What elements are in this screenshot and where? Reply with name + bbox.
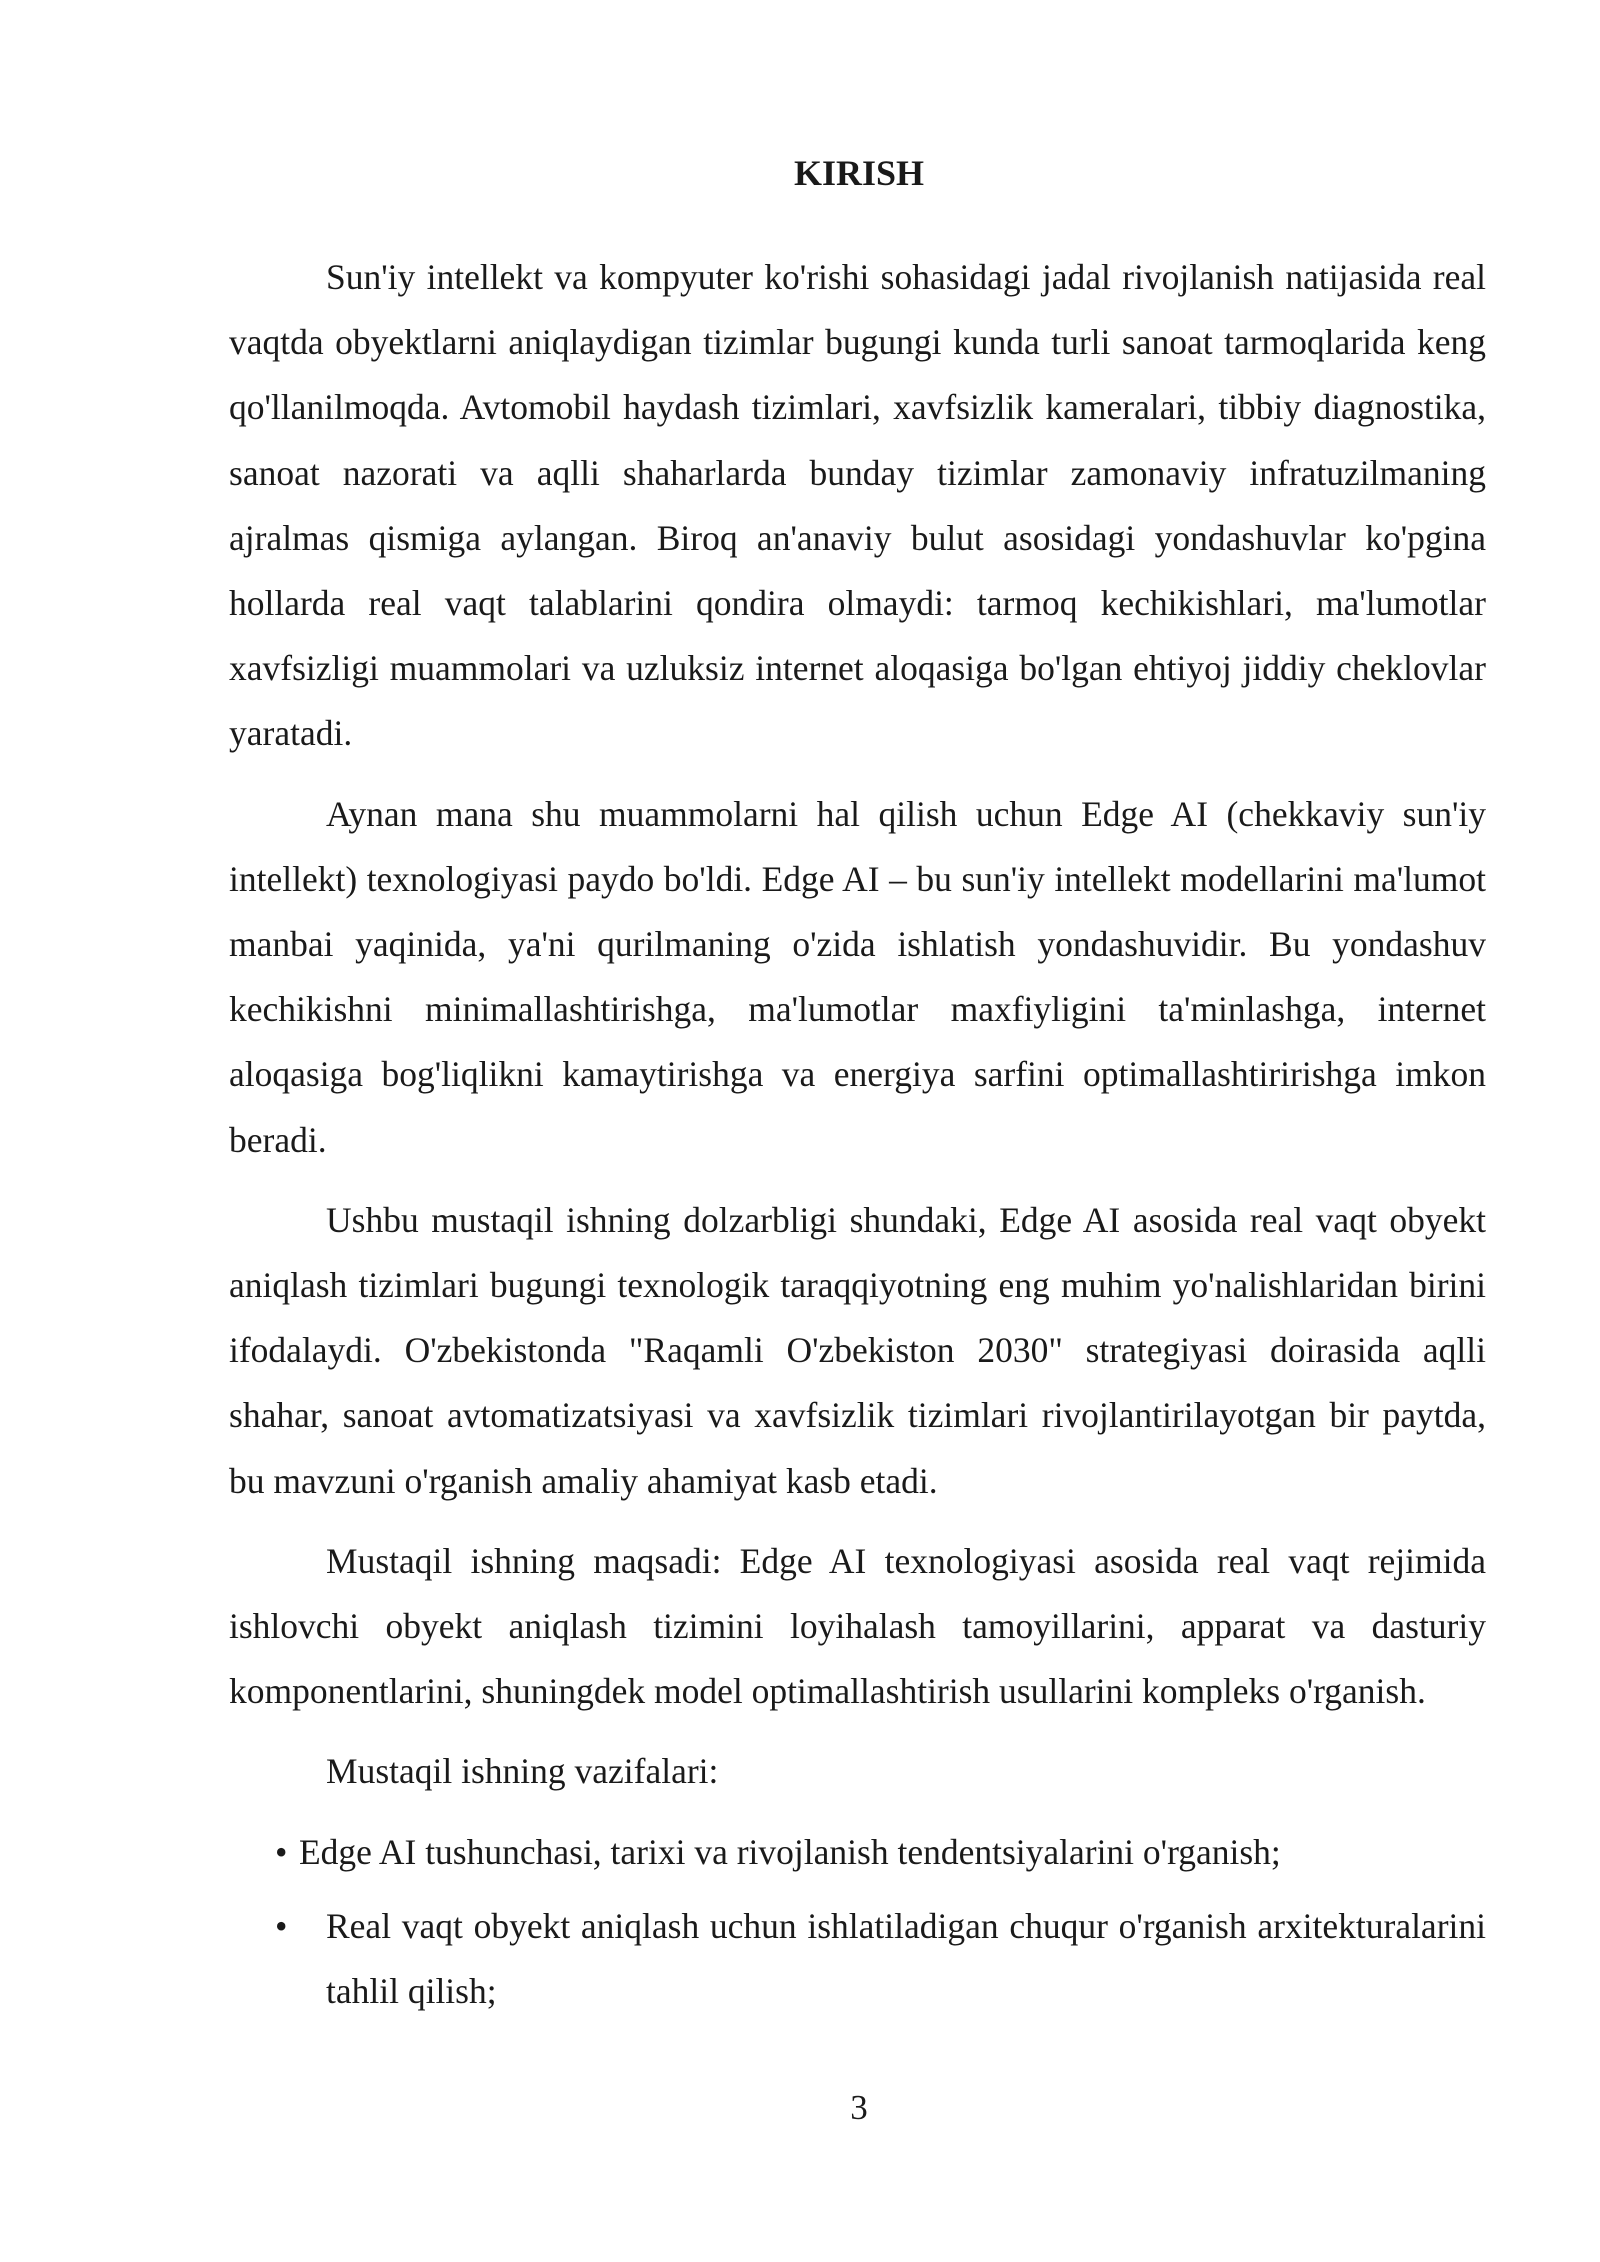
paragraph-intro: Sun'iy intellekt va kompyuter ko'rishi sohasidagi jadal rivojlanish natijasida real vaqtda obyektlarni aniqlaydigan tizimlar bugungi kunda turli sanoat tarmoqlarida keng qo'llanilmoqda. Avtomobil haydash tizimlari, xavfsizlik kameralari, tibbiy diagnostika, sanoat nazorati va aqlli shaharlarda bunday tizimlar zamonaviy infratuzilmaning ajralmas qismiga aylangan. Biroq an'anaviy bulut asosidagi yondashuvlar ko'pgina hollarda real vaqt talablarini qondira olmaydi: tarmoq kechikishlari, ma'lumotlar xavfsizligi muammolari va uzluksiz internet aloqasiga bo'lgan ehtiyoj jiddiy cheklovlar yaratadi.	[229, 257, 1486, 754]
task-list	[229, 1820, 1486, 2025]
paragraph-goal: Mustaqil ishning maqsadi: Edge AI texnologiyasi asosida real vaqt rejimida ishlovchi obyekt aniqlash tizimini loyihalash tamoyillarini, apparat va dasturiy komponentlarini, shuningdek model optimallashtirish usullarini kompleks o'rganish.	[229, 1540, 1486, 1712]
task-text: Real vaqt obyekt aniqlash uchun ishlatiladigan chuqur o'rganish arxitekturalarini tahlil qilish;	[326, 1905, 1486, 2012]
list-item	[229, 1820, 1486, 1885]
bullet-icon: •	[275, 1905, 288, 1946]
document-body	[229, 245, 1486, 2033]
paragraph-relevance: Ushbu mustaqil ishning dolzarbligi shundaki, Edge AI asosida real vaqt obyekt aniqlash tizimlari bugungi texnologik taraqqiyotning eng muhim yo'nalishlaridan birini ifodalaydi. O'zbekistonda "Raqamli O'zbekiston 2030" strategiyasi doirasida aqlli shahar, sanoat avtomatizatsiyasi va xavfsizlik tizimlari rivojlantirilayotgan bir paytda, bu mavzuni o'rganish amaliy ahamiyat kasb etadi.	[229, 1199, 1486, 1501]
task-text: Edge AI tushunchasi, tarixi va rivojlanish tendentsiyalarini o'rganish;	[299, 1831, 1281, 1872]
list-item	[229, 1894, 1486, 2024]
bullet-icon: •	[275, 1831, 288, 1872]
page-number: 3	[850, 2088, 868, 2127]
tasks-heading: Mustaqil ishning vazifalari:	[326, 1751, 719, 1792]
page-title: KIRISH	[793, 153, 925, 193]
paragraph-edge-ai: Aynan mana shu muammolarni hal qilish uchun Edge AI (chekkaviy sun'iy intellekt) texnologiyasi paydo bo'ldi. Edge AI – bu sun'iy intellekt modellarini ma'lumot manbai yaqinida, ya'ni qurilmaning o'zida ishlatish yondashuvidir. Bu yondashuv kechikishni minimallashtirishga, ma'lumotlar maxfiyligini ta'minlashga, internet aloqasiga bog'liqlikni kamaytirishga va energiya sarfini optimallashtiririshga imkon beradi.	[229, 793, 1486, 1160]
